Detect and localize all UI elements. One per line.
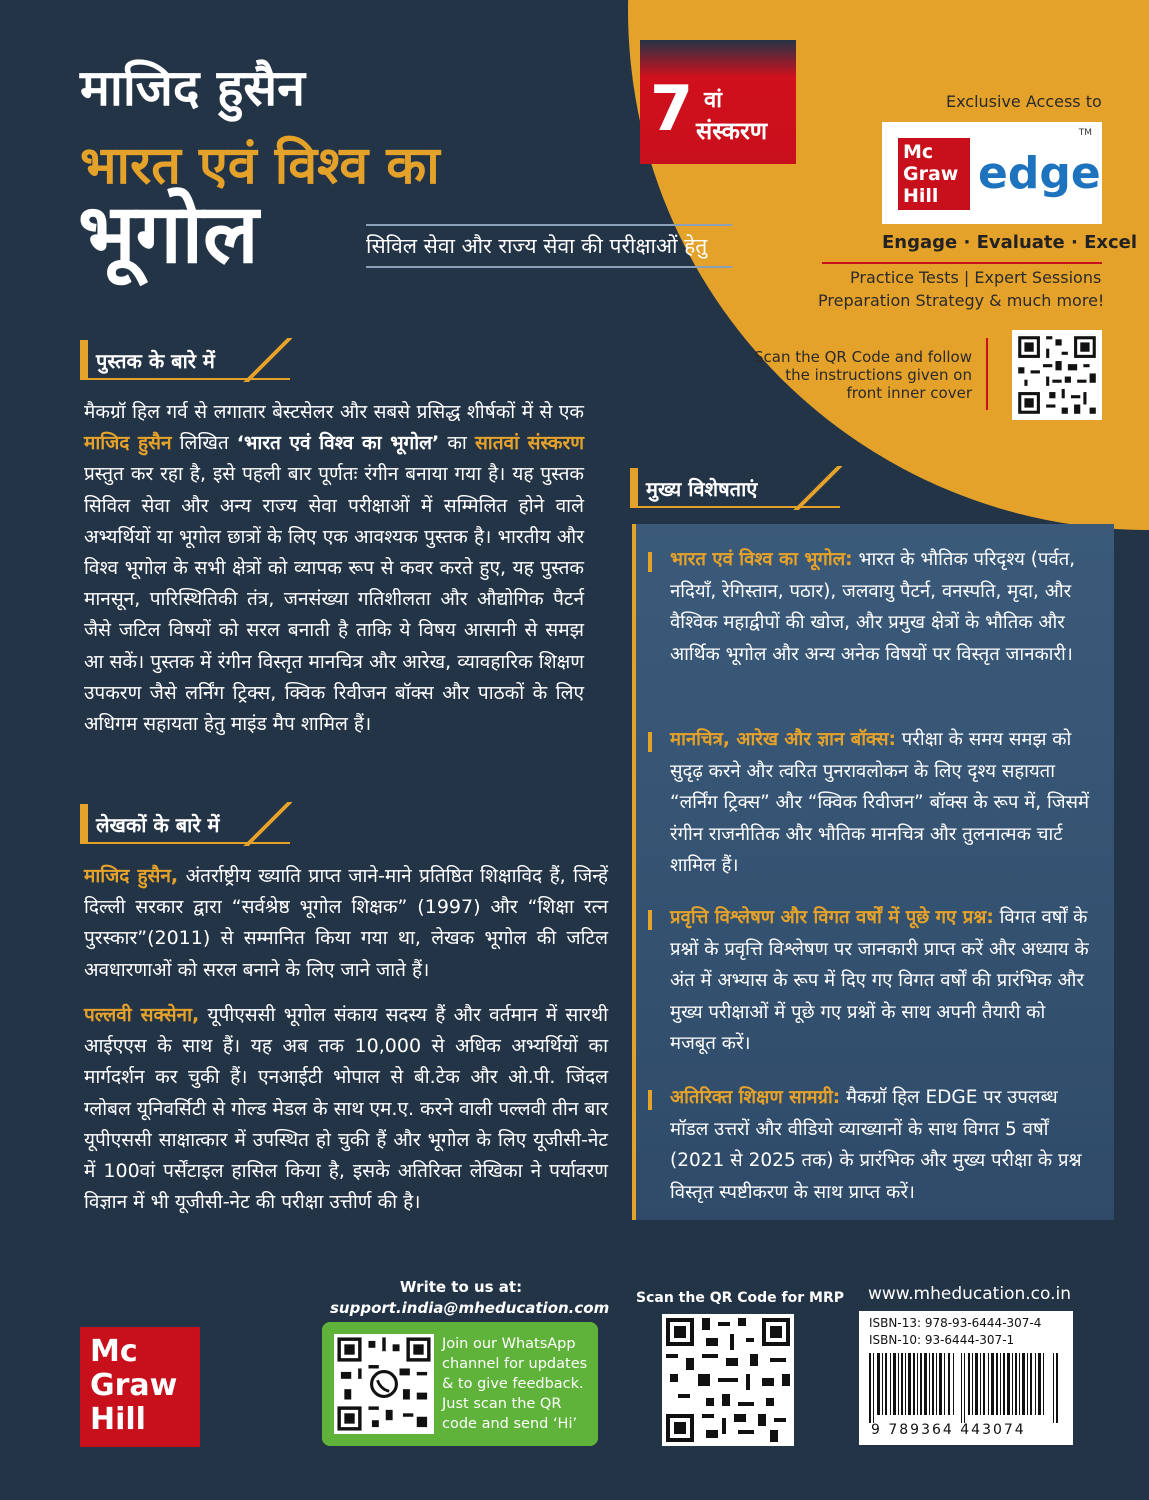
isbn-10: ISBN-10: 93-6444-307-1 [869,1333,1015,1347]
feature-text: विगत वर्षों के प्रश्नों के प्रवृत्ति विश्लेषण पर जानकारी प्राप्त करें और अध्याय के अंत में अभ्यास के रूप में दिए गए विगत वर्षों की प्रारंभिक और मुख्य परीक्षाओं में पूछे गए प्रश्नों के साथ अपनी तैयारी को मजबूत करें। [670,907,1089,1054]
qr-code-icon[interactable] [1012,330,1102,420]
edition-number: 7 [650,72,694,145]
logo-line-hill: Hill [903,185,939,207]
feature-text: परीक्षा के समय समझ को सुदृढ़ करने और त्वरित पुनरावलोकन के लिए दृश्य सहायता “लर्निंग ट्रिक्स” और “क्विक रिवीजन” बॉक्स के रूप में, जिसमें रंगीन राजनीतिक और भौतिक मानचित्र और तुलनात्मक चार्ट शामिल हैं। [670,729,1090,876]
feature-heading: भारत एवं विश्व का भूगोल: [670,549,853,570]
edge-tagline: Engage · Evaluate · Excel [882,232,1138,253]
logo-line-graw: Graw [90,1368,178,1403]
barcode-number: 9 789364 443074 [871,1422,1026,1438]
logo-line-hill: Hill [90,1402,146,1437]
support-email-link[interactable]: support.india@mheducation.com [330,1299,610,1317]
edition-word: संस्करण [696,117,768,145]
feature-bullet [648,732,652,752]
author2-name: पल्लवी सक्सेना, [84,1004,200,1026]
edition-badge [640,40,796,164]
feature-heading: प्रवृत्ति विश्लेषण और विगत वर्षों में पूछे गए प्रश्न: [670,907,994,928]
book-title-main: भूगोल [78,187,259,282]
whatsapp-panel [322,1322,598,1446]
write-to-us-label: Write to us at: [399,1278,523,1296]
feature-heading: अतिरिक्त शिक्षण सामग्री: [670,1087,841,1108]
mcgraw-hill-logo-small [898,138,970,210]
mcgraw-hill-logo [80,1327,200,1447]
mrp-qr-label: Scan the QR Code for MRP [636,1290,844,1306]
section-tag-about-authors: लेखकों के बारे में [80,804,290,844]
isbn-barcode-panel [859,1311,1073,1445]
author1-bio: अंतर्राष्ट्रीय ख्याति प्राप्त जाने-माने प्रतिष्ठित शिक्षाविद हैं, जिन्हें दिल्ली सरकार द्वारा “सर्वश्रेष्ठ भूगोल शिक्षक” (1997) और “शिक्षा रत्न पुरस्कार”(2011) से सम्मानित किया गया था, लेखक भूगोल की जटिल अवधारणाओं को सरल बनाने के लिए जाने जाते हैं। [84,865,608,981]
barcode-icon [869,1353,1063,1423]
feature-bullet [648,910,652,930]
feature-text: मैकग्रॉ हिल EDGE पर उपलब्ध मॉडल उत्तरों और वीडियो व्याख्यानों के साथ विगत 5 वर्षों (2021 से 2025 तक) के प्रारंभिक और मुख्य परीक्षा के प्रश्न विस्तृत स्पष्टीकरण के साथ प्राप्त करें। [670,1087,1082,1203]
feature-item [670,902,1090,1060]
book-title-line: भारत एवं विश्व का [80,136,440,196]
mcgraw-hill-edge-logo [882,122,1102,224]
contact-block [330,1277,610,1319]
feature-bullet [648,1090,652,1110]
text-run: का [439,432,475,455]
text-run: मैकग्रॉ हिल गर्व से लगातार बेस्टसेलर और सबसे प्रसिद्ध शीर्षकों में से एक [84,401,584,423]
author-title: माजिद हुसैन [80,59,305,117]
book-subtitle: सिविल सेवा और राज्य सेवा की परीक्षाओं हेतु [366,232,732,268]
text-run: प्रस्तुत कर रहा है, इसे पहली बार पूर्णतः रंगीन बनाया गया है। यह पुस्तक सिविल सेवा और अन्य राज्य सेवा परीक्षाओं में सम्मिलित होने वाले अभ्यर्थियों या भूगोल छात्रों के लिए एक आवश्यक पुस्तक है। भारतीय और विश्व भूगोल के सभी क्षेत्रों को व्यापक रूप से कवर करते हुए, यह पुस्तक मानसून, पारिस्थितिकी तंत्र, जनसंख्या गतिशीलता और औद्योगिक पैटर्न जैसे जटिल विषयों को सरल बनाती है ताकि ये विषय आसानी से समझ आ सकें। पुस्तक में रंगीन विस्तृत मानचित्र और आरेख, व्यावहारिक शिक्षण उपकरण जैसे लर्निंग ट्रिक्स, क्विक रिवीजन बॉक्स और पाठकों के लिए अधिगम सहायता हेतु माइंड मैप शामिल हैं। [84,463,584,736]
feature-bullet [648,552,652,572]
edition-suffix: वां [704,88,722,113]
feature-item [670,724,1090,882]
about-book-paragraph [84,397,584,740]
edge-wordmark: edge [978,148,1101,199]
edge-scan-instructions: Scan the QR Code and follow the instructions given on front inner cover [753,348,972,402]
exclusive-access-label: Exclusive Access to [946,92,1102,111]
whatsapp-instructions: Join our WhatsApp channel for updates & to give feedback. Just scan the QR code and send ‘Hi’ [442,1336,588,1432]
isbn-13: ISBN-13: 978-93-6444-307-4 [869,1316,1042,1330]
highlight-author: माजिद हुसैन [84,432,172,455]
section-tag-about-book: पुस्तक के बारे में [80,340,290,380]
author2-paragraph [84,1000,608,1218]
edge-features-line2: Preparation Strategy & much more! [818,291,1105,310]
logo-line-mc: Mc [903,141,934,163]
feature-heading: मानचित्र, आरेख और ज्ञान बॉक्स: [670,729,896,750]
website-link[interactable]: www.mheducation.co.in [868,1284,1071,1304]
trademark: TM [1078,128,1092,138]
qr-code-icon[interactable] [334,1334,434,1434]
edge-features-line1: Practice Tests | Expert Sessions [850,268,1102,287]
section-tag-features: मुख्य विशेषताएं [630,468,840,508]
author2-bio: यूपीएससी भूगोल संकाय सदस्य हैं और वर्तमान में सारथी आईएएस के साथ हैं। यह अब तक 10,000 से अधिक अभ्यर्थियों का मार्गदर्शन कर चुकी हैं। एनआईटी भोपाल से बी.टेक और ओ.पी. जिंदल ग्लोबल यूनिवर्सिटी से गोल्ड मेडल के साथ एम.ए. करने वाली पल्लवी तीन बार यूपीएससी साक्षात्कार में उपस्थित हो चुकी हैं और भूगोल के लिए यूजीसी-नेट में 100वां पर्सेंटाइल हासिल किया है, इसके अतिरिक्त लेखिका ने पर्यावरण विज्ञान में भी यूजीसी-नेट की परीक्षा उत्तीर्ण की है। [84,1004,608,1214]
logo-line-graw: Graw [903,163,959,185]
divider [822,262,1102,264]
logo-line-mc: Mc [90,1334,138,1369]
author1-name: माजिद हुसैन, [84,865,179,887]
feature-item [670,544,1090,670]
subtitle-rule [366,224,732,226]
book-name: ‘भारत एवं विश्व का भूगोल’ [236,432,440,455]
feature-item [670,1082,1090,1208]
qr-code-icon[interactable] [662,1314,794,1446]
feature-text: भारत के भौतिक परिदृश्य (पर्वत, नदियाँ, रेगिस्तान, पठार), जलवायु पैटर्न, वनस्पति, मृदा, और वैश्विक महाद्वीपों की खोज, और प्रमुख क्षेत्रों के भौतिक और आर्थिक भूगोल और अन्य अनेक विषयों पर विस्तृत जानकारी। [670,549,1076,665]
divider [986,338,988,410]
highlight-edition: सातवां संस्करण [474,432,585,455]
text-run: लिखित [171,432,237,455]
author1-paragraph [84,861,608,986]
